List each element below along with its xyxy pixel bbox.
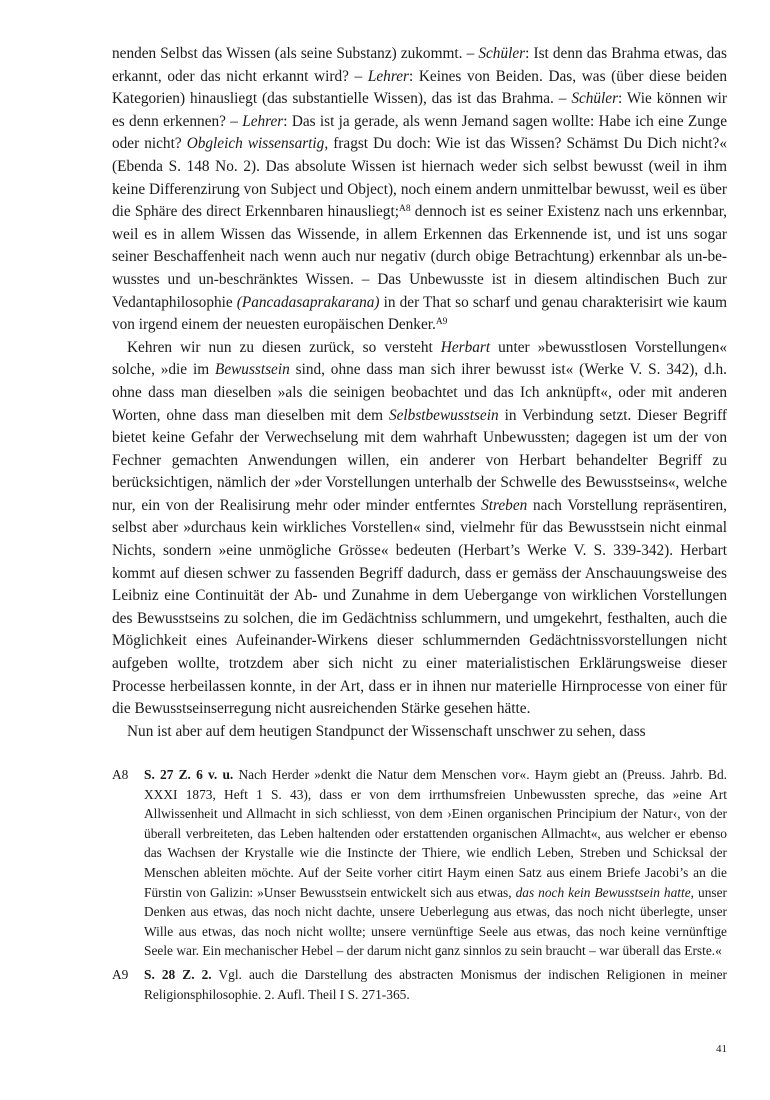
text-run: : Wie können wir es denn erkennen? – [112, 90, 728, 130]
emphasis: Streben [481, 496, 528, 514]
footnote-text: , unser Denken aus etwas, das noch nicht dachte, unsere Ueberlegung aus etwas, das noch nicht überlegte, unser Wille aus etwas, das noch nicht wollte; unsere vernünftige Seele aus etwas, das noch keine vernünftige Seele war. Ein mechanischer Hebel – der darum nicht ganz sinnlos zu sein braucht – war überall das Erste.« [144, 884, 727, 959]
text-run: nenden Selbst das Wissen (als seine Substanz) zukommt. – [112, 45, 479, 62]
paragraph-1 [112, 43, 727, 337]
footnotes [112, 765, 727, 1008]
text-run: , fragst Du doch: Wie ist das Wissen? Schämst Du Dich nicht?« (Ebenda S. 148 No. 2). Das absolute Wissen ist hiernach weder sich selbst bewusst (weil in ihm keine Differenzirung von Subject und Object), noch einem andern unmittelbar bewusst, weil es über die Sphäre des direct Erkennbaren hinausliegt; [112, 135, 727, 221]
emphasis: das noch kein Bewusstsein hatte [515, 884, 691, 900]
footnote-ref-a8[interactable]: A8 [398, 204, 411, 215]
text-run: : Keines von Beiden. Das, was (über diese beiden Kategorien) hinausliegt (das substantielle Wissen), das ist das Brahma. – [112, 67, 727, 108]
main-text [112, 43, 727, 743]
text-run: in Verbindung setzt. Dieser Begriff bietet keine Gefahr der Verwechselung mit dem wahrhaft Unbewussten; dagegen ist um der von Fechner gemachten Anwendungen willen, ein anderer von Herbart behandelter Begriff zu berücksichtigen, nämlich der »der Vorstellungen unterhalb der Schwelle des Bewusstseins«, welche nur, ein von der Realisirung mehr oder minder entferntes [112, 406, 728, 514]
page-number: 41 [716, 1043, 727, 1055]
paragraph-3: Nun ist aber auf dem heutigen Standpunct der Wissenschaft unschwer zu sehen, dass [127, 722, 646, 740]
speaker-label: Lehrer [242, 112, 284, 130]
text-run: : Das ist ja gerade, als wenn Jemand sagen wollte: Habe ich eine Zunge oder nicht? [112, 112, 727, 153]
emphasis: Obgleich wissensartig [186, 135, 325, 153]
footnote-text: Nach Herder »denkt die Natur dem Menschen vor«. Haym giebt an (Preuss. Jahrb. Bd. XXXI 1873, Heft 1 S. 43), dass er von dem irrthumsfreien Unbewussten spreche, das »eine Art Allwissenheit und Allmacht in sich schliesst, von dem ›Einen organischen Principium der Natur‹, von der überall verbreiteten, das Leben haltenden oder erstattenden organischen Allmacht«, aus welcher er ebenso das Wachsen der Krystalle wie die Instincte der Thiere, wie endlich Leben, Streben und Schicksal der Menschen ableiten möchte. Auf der Seite vorher citirt Haym einen Satz aus einem Briefe Jacobi’s an die Fürstin von Galizin: »Unser Bewusstsein entwickelt sich aus etwas, [144, 767, 727, 900]
footnote-label: A9 [112, 966, 129, 982]
text-run: Kehren wir nun zu diesen zurück, so versteht [127, 338, 441, 356]
emphasis: Selbstbewusstsein [388, 406, 499, 424]
text-run: dennoch ist es seiner Existenz nach uns erkennbar, weil es in allem Wissen das Wissende, in allem Erkennen das Erkennende ist, und ist uns sogar seiner Beschaffenheit nach wenn auch nur negativ (durch obige Betrachtung) erkennbar als un-bewusstes und un-beschränktes Wissen. – Das Unbewusste ist in diesem altindischen Buch zur Vedantaphilosophie [112, 203, 727, 311]
footnote-ref-a9[interactable]: A9 [435, 317, 448, 328]
emphasis: Herbart [440, 338, 491, 356]
footnote-reference: S. 27 Z. 6 v. u. [144, 767, 234, 782]
text-run: in der That so scharf und genau charakterisirt wie kaum von irgend einem der neuesten europäischen Denker. [112, 293, 727, 334]
footnote-reference: S. 28 Z. 2. [144, 966, 212, 982]
text-run: nach Vorstellung repräsentiren, selbst aber »durchaus kein wirkliches Vorstellen« sind, vielmehr für das Bewusstsein nicht einmal Nichts, sondern »eine unmögliche Grösse« bedeuten (Herbart’s Werke V. S. 339-342). Herbart kommt auf diesen schwer zu fassenden Begriff dadurch, dass er gemäss der Anschauungsweise des Leibniz eine Continuität der Ab- und Zunahme in dem Uebergange von wirklichen Vorstellungen des Bewusstseins zu solchen, die im Gedächtniss schlummern, und umgekehrt, festhalten, auch die Möglichkeit eines Aufeinander-Wirkens dieser schlummernden Gedächtnissvorstellungen nicht aufgeben wollte, trotzdem aber sich nicht zu einer materialistischen Erklärungsweise dieser Processe herbeilassen konnte, in der Art, dass er in ihnen nur materielle Hirnprocesse von einer für die Bewusstseinserregung nicht ausreichenden Stärke gesehen hätte. [112, 496, 727, 718]
emphasis: Bewusstsein [214, 361, 290, 379]
footnote-a9 [112, 965, 727, 1004]
speaker-label: Schüler [478, 45, 526, 62]
footnote-text: Vgl. auch die Darstellung des abstracten Monismus der indischen Religionen in meiner Religionsphilosophie. 2. Aufl. Theil I S. 271-365. [144, 966, 727, 1002]
speaker-label: Lehrer [367, 67, 409, 85]
speaker-label: Schüler [571, 90, 619, 108]
footnote-label: A8 [112, 767, 129, 782]
text-run: : Ist denn das Brahma etwas, das erkannt, oder das nicht erkannt wird? – [112, 45, 727, 85]
footnote-a8 [112, 765, 727, 961]
paragraph-2 [112, 337, 727, 721]
text-run: sind, ohne dass man sich ihrer bewusst ist« (Werke V. S. 342), d.h. ohne dass man dieselben »als die seinigen beobachtet und das Ich anknüpft«, oder mit anderen Worten, ohne dass man dieselben mit dem [112, 361, 727, 424]
emphasis: (Pancadasaprakarana) [236, 293, 380, 311]
text-run: unter »bewusstlosen Vorstellungen« solche, »die im [112, 338, 727, 379]
